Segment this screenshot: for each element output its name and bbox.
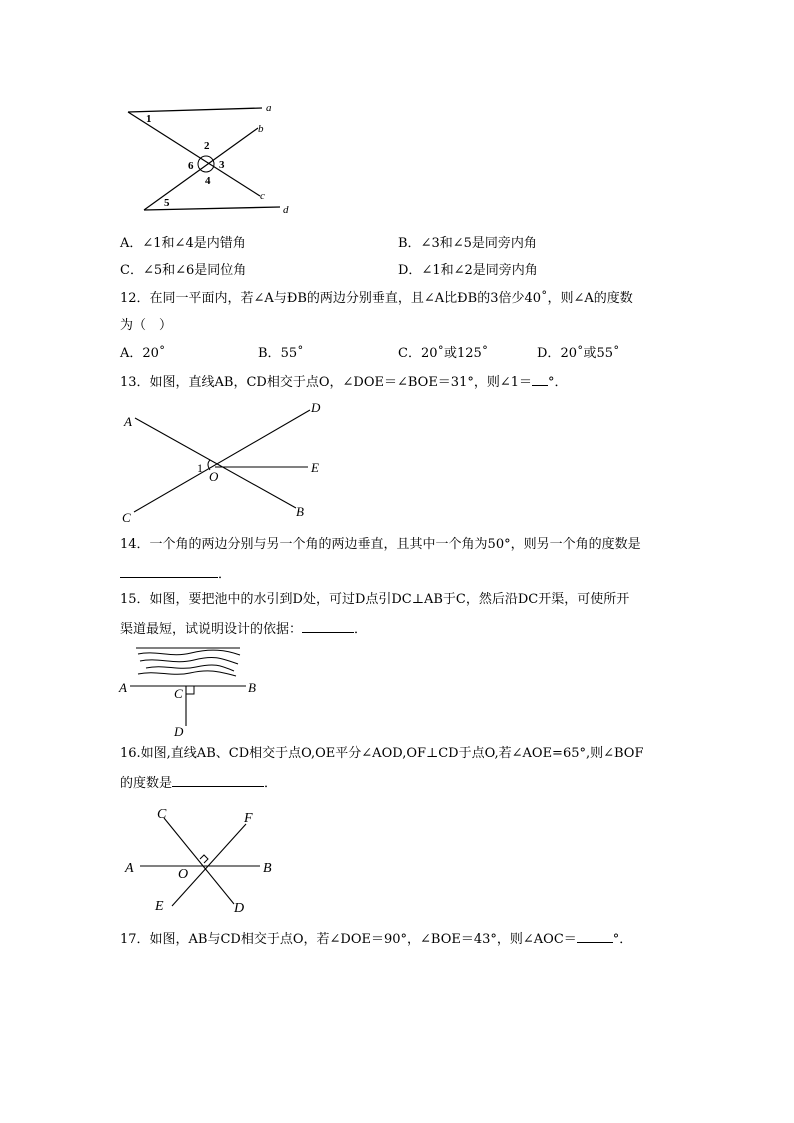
q12-option-a: A．20˚ bbox=[120, 346, 166, 361]
label-angle-1: 1 bbox=[197, 461, 203, 475]
label-C: C bbox=[157, 807, 167, 822]
label-E: E bbox=[155, 899, 164, 914]
q17-answer-blank[interactable] bbox=[577, 930, 613, 943]
figure-q13 bbox=[118, 398, 330, 526]
q11-option-a: A．∠1和∠4是内错角 bbox=[120, 236, 246, 251]
label-angle-3: 3 bbox=[219, 159, 225, 171]
label-A: A bbox=[124, 414, 132, 429]
label-angle-4: 4 bbox=[205, 175, 211, 187]
label-C: C bbox=[122, 510, 131, 525]
label-O: O bbox=[209, 469, 219, 484]
q13-stem: 13．如图，直线AB，CD相交于点O，∠DOE＝∠BOE＝31°，则∠1＝ °． bbox=[120, 375, 568, 390]
q12-option-d: D．20˚或55˚ bbox=[537, 346, 620, 361]
label-C: C bbox=[174, 686, 183, 701]
label-angle-2: 2 bbox=[204, 140, 210, 152]
label-O: O bbox=[178, 867, 189, 882]
label-D: D bbox=[311, 400, 321, 415]
q14-stem-line1: 14．一个角的两边分别与另一个角的两边垂直，且其中一个角为50°，则另一个角的度数是 bbox=[120, 537, 641, 552]
q15-answer-blank[interactable] bbox=[302, 620, 354, 633]
q16-stem-line1: 16.如图,直线AB、CD相交于点O,OE平分∠AOD,OF⊥CD于点O,若∠AOE=65°,则∠BOF bbox=[120, 746, 644, 761]
label-angle-6: 6 bbox=[188, 160, 194, 172]
figure-q15 bbox=[116, 640, 266, 740]
label-b: b bbox=[258, 123, 264, 135]
label-B: B bbox=[296, 504, 304, 519]
label-angle-5: 5 bbox=[164, 197, 170, 209]
q11-option-c: C．∠5和∠6是同位角 bbox=[120, 263, 247, 278]
q13-answer-blank[interactable] bbox=[532, 373, 548, 386]
label-c: c bbox=[260, 190, 265, 202]
figure-q16 bbox=[120, 800, 290, 918]
label-B: B bbox=[263, 861, 272, 876]
figure-q11 bbox=[120, 98, 310, 220]
q14-answer-blank[interactable] bbox=[120, 565, 218, 578]
label-A: A bbox=[125, 861, 134, 876]
q11-option-b: B．∠3和∠5是同旁内角 bbox=[398, 236, 537, 251]
q15-stem-line1: 15．如图，要把池中的水引到D处，可过D点引DC⊥AB于C，然后沿DC开渠，可使所开 bbox=[120, 592, 630, 607]
q12-stem-line1: 12．在同一平面内，若∠A与ÐB的两边分别垂直，且∠A比ÐB的3倍少40˚，则∠A的度数 bbox=[120, 291, 633, 306]
label-a: a bbox=[266, 102, 272, 114]
q16-answer-blank[interactable] bbox=[172, 774, 264, 787]
q17-stem: 17．如图，AB与CD相交于点O，若∠DOE＝90°，∠BOE＝43°，则∠AOC＝ °． bbox=[120, 932, 633, 947]
q16-stem-line2: 的度数是 ． bbox=[120, 776, 278, 791]
label-D: D bbox=[234, 901, 245, 916]
label-F: F bbox=[244, 811, 253, 826]
q12-option-c: C．20˚或125˚ bbox=[398, 346, 489, 361]
label-A: A bbox=[119, 680, 127, 695]
q14-stem-line2: ． bbox=[120, 565, 231, 583]
label-B: B bbox=[248, 680, 256, 695]
label-angle-1: 1 bbox=[146, 113, 152, 125]
q15-stem-line2: 渠道最短，试说明设计的依据： ． bbox=[120, 622, 368, 637]
label-d: d bbox=[283, 204, 289, 216]
label-E: E bbox=[311, 460, 319, 475]
q11-option-d: D．∠1和∠2是同旁内角 bbox=[398, 263, 538, 278]
q12-option-b: B．55˚ bbox=[258, 346, 304, 361]
q12-stem-line2: 为（ ） bbox=[120, 318, 173, 333]
label-D: D bbox=[174, 724, 184, 739]
